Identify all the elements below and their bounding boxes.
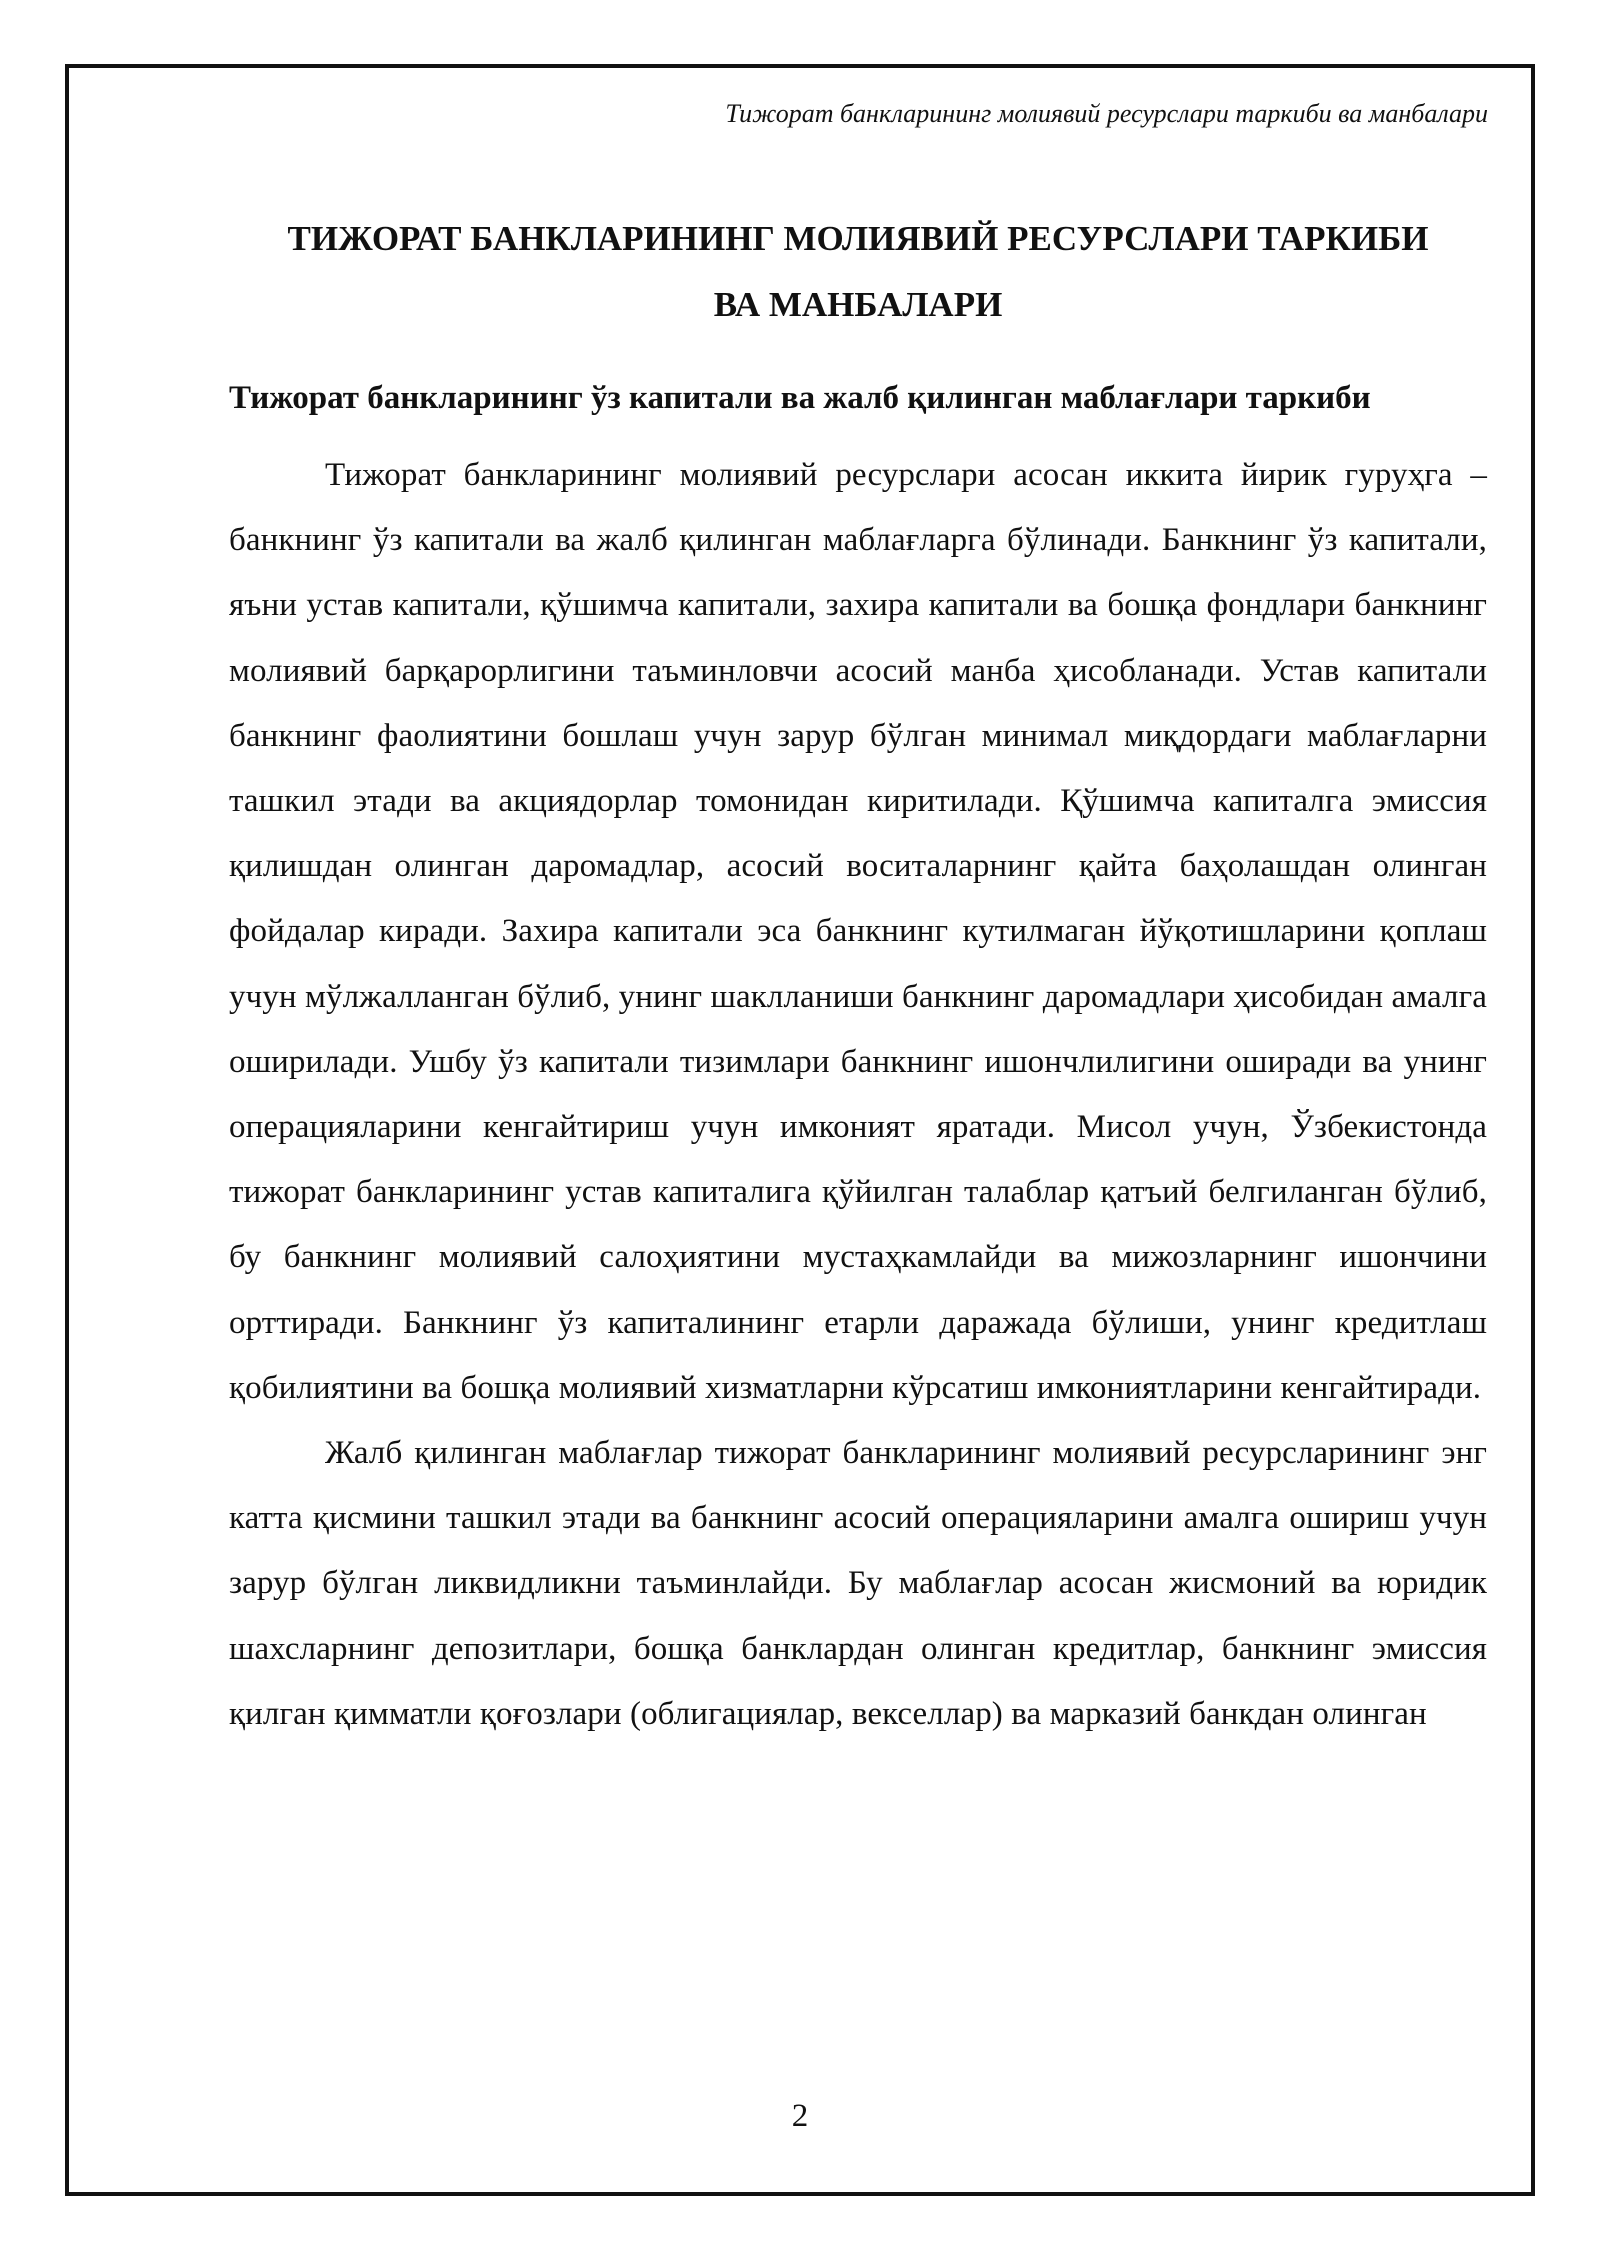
document-title-line-1: ТИЖОРАТ БАНКЛАРИНИНГ МОЛИЯВИЙ РЕСУРСЛАРИ ТАРКИБИ xyxy=(287,219,1429,258)
section-heading: Тижорат банкларининг ўз капитали ва жалб қилинган маблағлари таркиби xyxy=(229,380,1371,416)
running-header: Тижорат банкларининг молиявий ресурслари таркиби ва манбалари xyxy=(725,99,1488,128)
paragraph: Тижорат банкларининг молиявий ресурслари асосан иккита йирик гуруҳга – банкнинг ўз капитали ва жалб қилинган маблағларга бўлинади. Банкнинг ўз капитали, яъни устав капитали, қўшимча капитали, захира капитали ва бошқа фондлари банкнинг молиявий барқарорлигини таъминловчи асосий манба ҳисобланади. Устав капитали банкнинг фаолиятини бошлаш учун зарур бўлган минимал миқдордаги маблағларни ташкил этади ва акциядорлар томонидан киритилади. Қўшимча капиталга эмиссия қилишдан олинган даромадлар, асосий воситаларнинг қайта баҳолашдан олинган фойдалар киради. Захира капитали эса банкнинг кутилмаган йўқотишларини қоплаш учун мўлжалланган бўлиб, унинг шаклланиши банкнинг даромадлари ҳисобидан амалга оширилади. Ушбу ўз капитали тизимлари банкнинг ишончлилигини оширади ва унинг операцияларини кенгайтириш учун имконият яратади. Мисол учун, Ўзбекистонда тижорат банкларининг устав капиталига қўйилган талаблар қатъий белгиланган бўлиб, бу банкнинг молиявий салоҳиятини мустаҳкамлайди ва мижозларнинг ишончини орттиради. Банкнинг ўз капиталининг етарли даражада бўлиши, унинг кредитлаш қобилиятини ва бошқа молиявий хизматларни кўрсатиш имкониятларини кенгайтиради. xyxy=(229,457,1487,1406)
document-body xyxy=(229,206,1487,1747)
page-number: 2 xyxy=(791,2098,809,2134)
document-title-line-2: ВА МАНБАЛАРИ xyxy=(713,285,1003,324)
paragraph: Жалб қилинган маблағлар тижорат банкларининг молиявий ресурсларининг энг катта қисмини ташкил этади ва банкнинг асосий операцияларини амалга ошириш учун зарур бўлган ликвидликни таъминлайди. Бу маблағлар асосан жисмоний ва юридик шахсларнинг депозитлари, бошқа банклардан олинган кредитлар, банкнинг эмиссия қилган қимматли қоғозлари (облигациялар, векселлар) ва марказий банкдан олинган xyxy=(229,1435,1487,1732)
document-title xyxy=(229,206,1487,338)
